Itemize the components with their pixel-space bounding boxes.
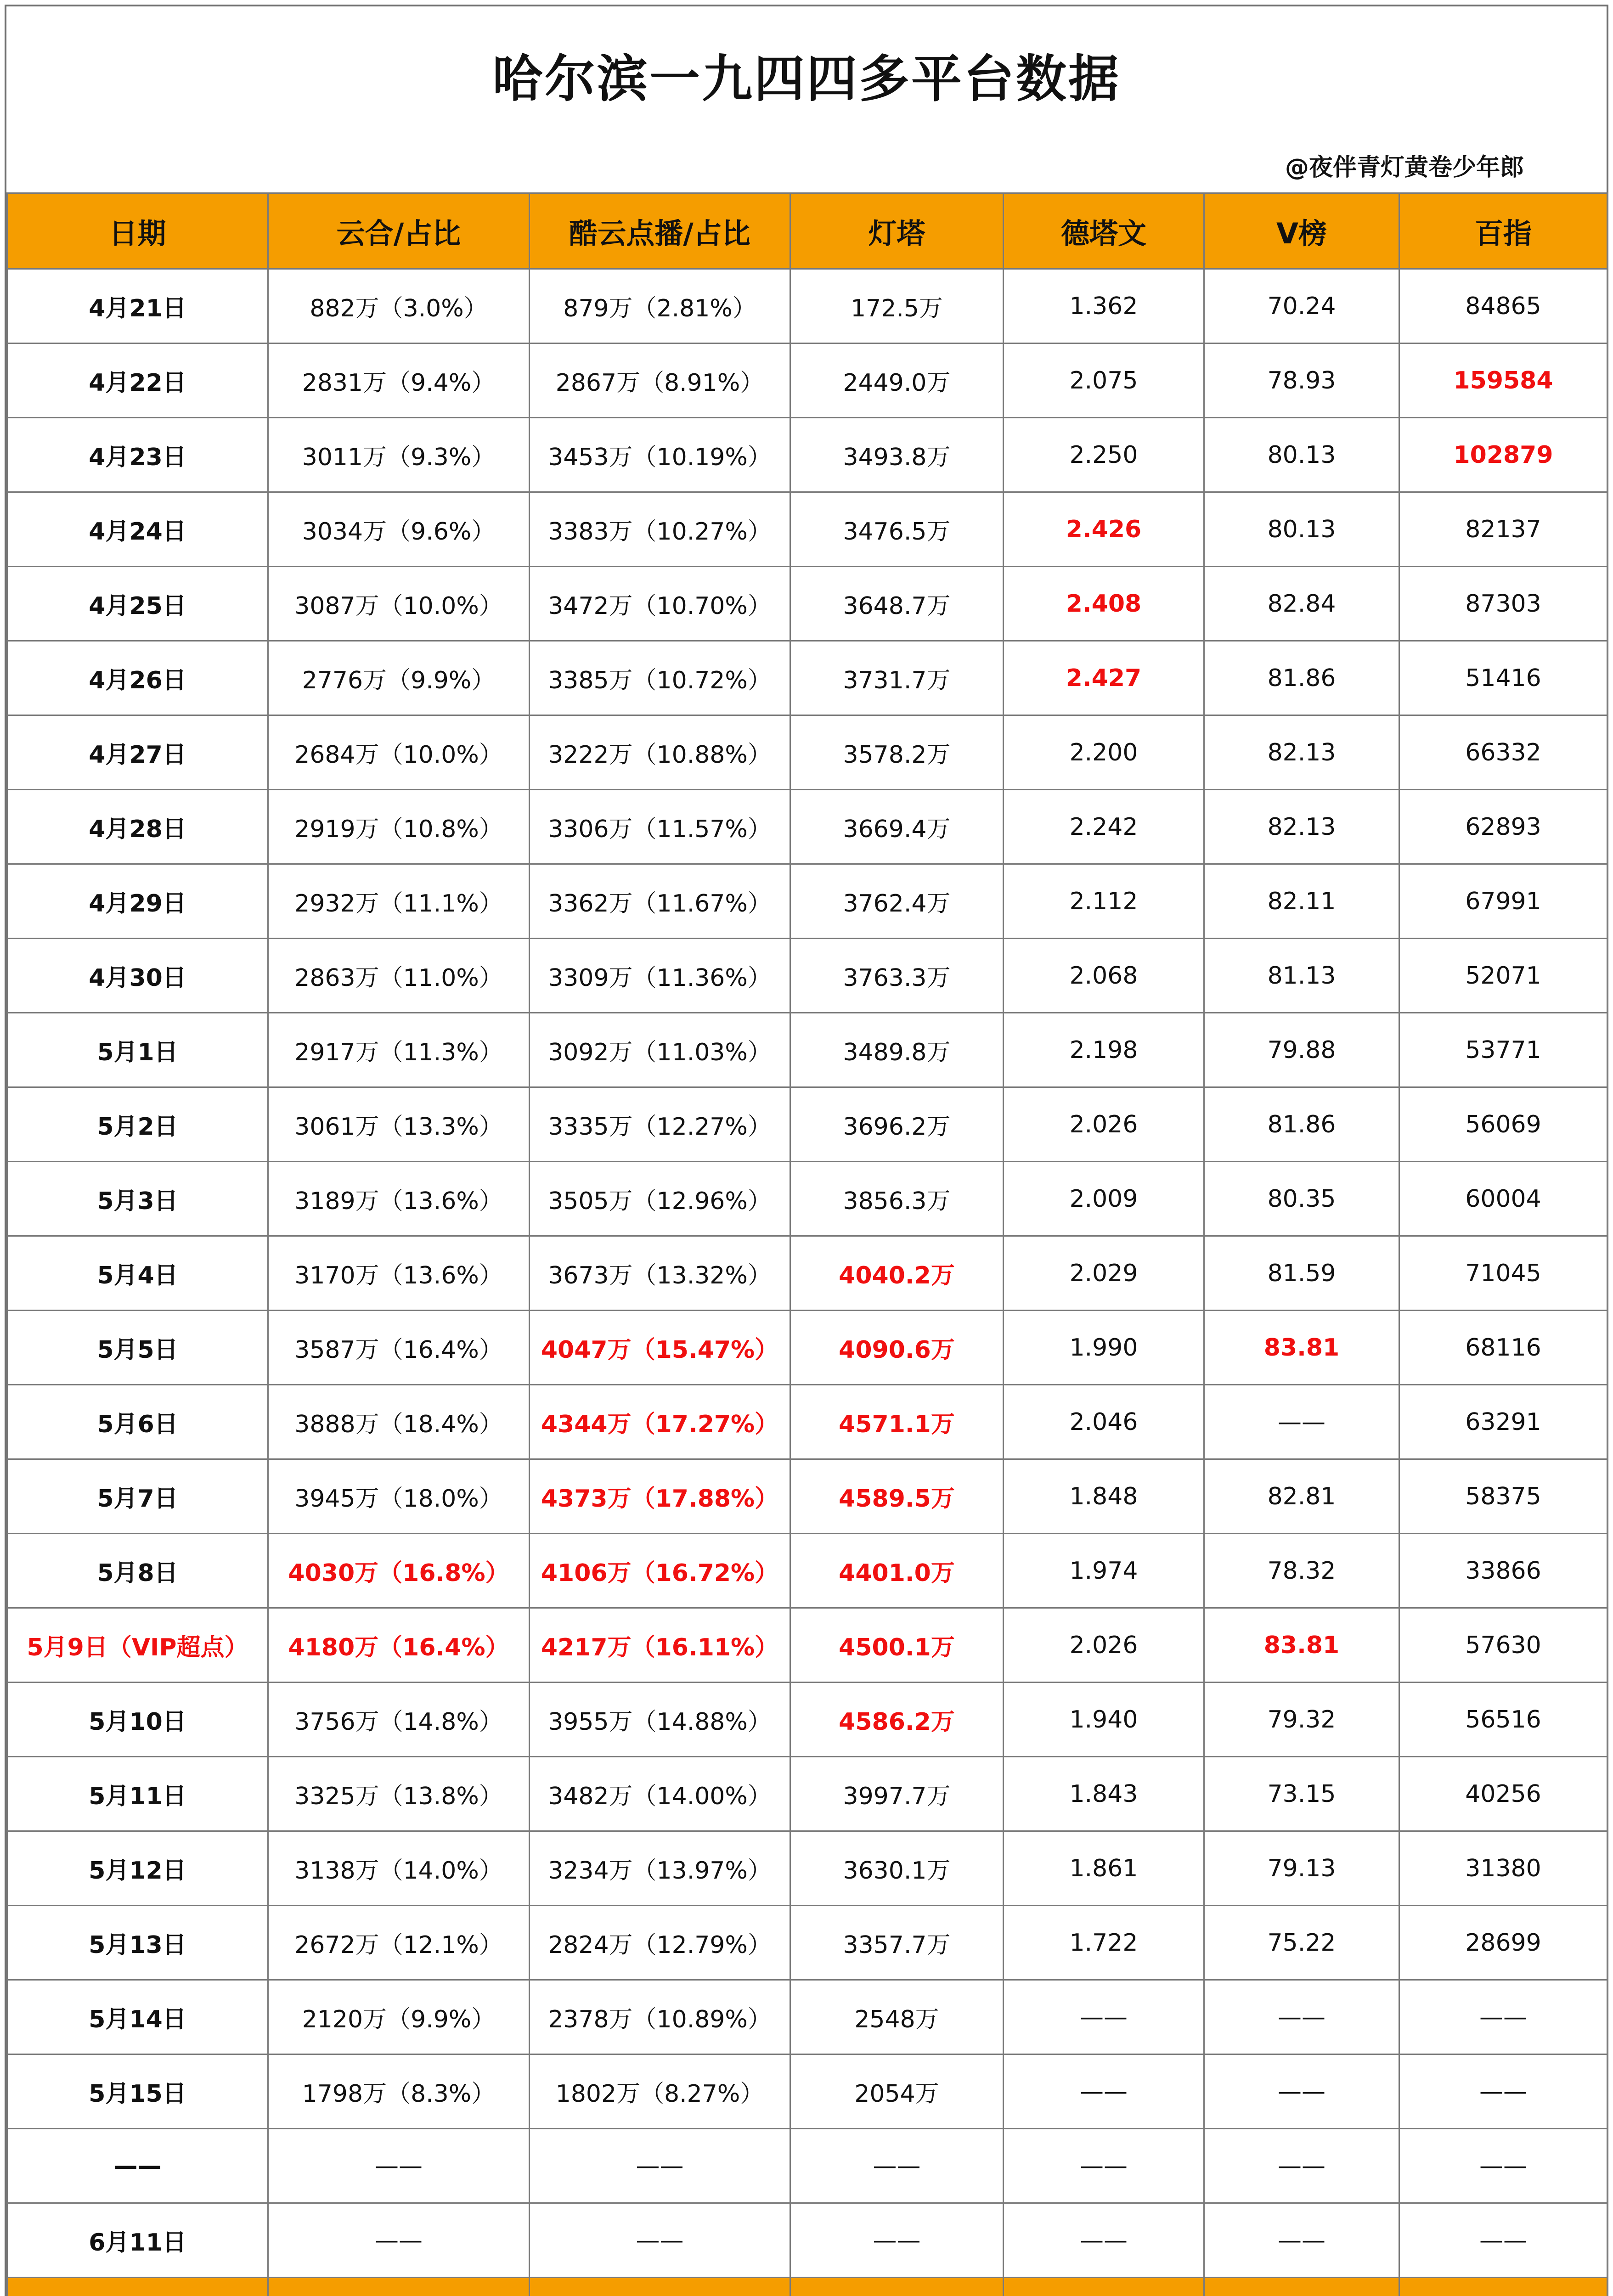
baizhi-cell: 56516	[1399, 1683, 1607, 1757]
detawen-cell: 2.068	[1004, 939, 1204, 1013]
date-cell: 5月11日	[7, 1757, 268, 1831]
footer-yunhe-avg	[268, 2278, 530, 2296]
dengta-cell: 3997.7万	[790, 1757, 1004, 1831]
table-row	[7, 715, 1607, 790]
kuyun-cell: 4047万（15.47%）	[530, 1311, 790, 1385]
dengta-cell: 3856.3万	[790, 1162, 1004, 1236]
detawen-cell: ——	[1004, 2054, 1204, 2129]
date-cell: 4月30日	[7, 939, 268, 1013]
date-cell: 5月4日	[7, 1236, 268, 1311]
vbang-cell: ——	[1204, 2054, 1399, 2129]
yunhe-cell: 3087万（10.0%）	[268, 567, 530, 641]
kuyun-cell: 3222万（10.88%）	[530, 715, 790, 790]
date-cell: 4月26日	[7, 641, 268, 715]
detawen-cell: 2.200	[1004, 715, 1204, 790]
dengta-cell: 172.5万	[790, 269, 1004, 343]
detawen-cell: 1.974	[1004, 1534, 1204, 1608]
kuyun-cell: 3482万（14.00%）	[530, 1757, 790, 1831]
vbang-cell: 80.35	[1204, 1162, 1399, 1236]
detawen-cell: ——	[1004, 1980, 1204, 2054]
kuyun-cell: 3673万（13.32%）	[530, 1236, 790, 1311]
vbang-cell: 80.13	[1204, 418, 1399, 492]
baizhi-cell: 62893	[1399, 790, 1607, 864]
baizhi-cell: 60004	[1399, 1162, 1607, 1236]
kuyun-cell: 3306万（11.57%）	[530, 790, 790, 864]
yunhe-cell: 1798万（8.3%）	[268, 2054, 530, 2129]
yunhe-cell: 4030万（16.8%）	[268, 1534, 530, 1608]
data-sheet	[5, 5, 1608, 2296]
dengta-cell: 4589.5万	[790, 1459, 1004, 1534]
header-baizhi: 百指	[1399, 193, 1607, 269]
table-row	[7, 1162, 1607, 1236]
yunhe-cell: ——	[268, 2129, 530, 2203]
date-cell: 5月1日	[7, 1013, 268, 1087]
footer-baizhi-avg	[1399, 2278, 1607, 2296]
baizhi-cell: 84865	[1399, 269, 1607, 343]
vbang-cell: 83.81	[1204, 1311, 1399, 1385]
dengta-cell: ——	[790, 2129, 1004, 2203]
date-cell: 4月29日	[7, 864, 268, 939]
detawen-cell: 2.026	[1004, 1608, 1204, 1683]
date-cell: 4月24日	[7, 492, 268, 567]
table-row	[7, 1608, 1607, 1683]
yunhe-cell: 2863万（11.0%）	[268, 939, 530, 1013]
vbang-cell: 75.22	[1204, 1906, 1399, 1980]
table-row	[7, 1906, 1607, 1980]
table-row	[7, 1087, 1607, 1162]
footer-dengta-avg	[790, 2278, 1004, 2296]
detawen-cell: 2.026	[1004, 1087, 1204, 1162]
header-dengta: 灯塔	[790, 193, 1004, 269]
vbang-cell: 78.32	[1204, 1534, 1399, 1608]
baizhi-cell: 63291	[1399, 1385, 1607, 1459]
baizhi-cell: 53771	[1399, 1013, 1607, 1087]
kuyun-cell: 3234万（13.97%）	[530, 1831, 790, 1906]
header-kuyun: 酷云点播/占比	[530, 193, 790, 269]
table-row	[7, 1013, 1607, 1087]
dengta-cell: 4500.1万	[790, 1608, 1004, 1683]
kuyun-cell: 3472万（10.70%）	[530, 567, 790, 641]
header-row	[7, 193, 1607, 269]
detawen-cell: 2.046	[1004, 1385, 1204, 1459]
dengta-cell: 3476.5万	[790, 492, 1004, 567]
kuyun-cell: 4373万（17.88%）	[530, 1459, 790, 1534]
table-row	[7, 1236, 1607, 1311]
vbang-cell: ——	[1204, 1980, 1399, 2054]
vbang-cell: 82.84	[1204, 567, 1399, 641]
dengta-cell: ——	[790, 2203, 1004, 2278]
dengta-cell: 3578.2万	[790, 715, 1004, 790]
header-vbang: V榜	[1204, 193, 1399, 269]
table-row	[7, 2129, 1607, 2203]
table-row	[7, 1311, 1607, 1385]
kuyun-cell: 4344万（17.27%）	[530, 1385, 790, 1459]
table-row	[7, 1980, 1607, 2054]
baizhi-cell: 67991	[1399, 864, 1607, 939]
vbang-cell: 80.13	[1204, 492, 1399, 567]
table-row	[7, 418, 1607, 492]
vbang-cell: ——	[1204, 2129, 1399, 2203]
date-cell: 4月25日	[7, 567, 268, 641]
yunhe-cell: 3138万（14.0%）	[268, 1831, 530, 1906]
table-row	[7, 2054, 1607, 2129]
date-cell: 6月11日	[7, 2203, 268, 2278]
kuyun-cell: 3505万（12.96%）	[530, 1162, 790, 1236]
header-yunhe: 云合/占比	[268, 193, 530, 269]
date-cell: 5月3日	[7, 1162, 268, 1236]
yunhe-cell: 2684万（10.0%）	[268, 715, 530, 790]
baizhi-cell: 57630	[1399, 1608, 1607, 1683]
baizhi-cell: 28699	[1399, 1906, 1607, 1980]
date-cell: 5月5日	[7, 1311, 268, 1385]
dengta-cell: 4090.6万	[790, 1311, 1004, 1385]
detawen-cell: 1.722	[1004, 1906, 1204, 1980]
kuyun-cell: ——	[530, 2129, 790, 2203]
yunhe-cell: 2831万（9.4%）	[268, 343, 530, 418]
table-body	[7, 269, 1607, 2278]
vbang-cell: 81.86	[1204, 641, 1399, 715]
dengta-cell: 4040.2万	[790, 1236, 1004, 1311]
table-row	[7, 1385, 1607, 1459]
detawen-cell: 2.427	[1004, 641, 1204, 715]
detawen-cell: 2.242	[1004, 790, 1204, 864]
kuyun-cell: 3362万（11.67%）	[530, 864, 790, 939]
table-row	[7, 864, 1607, 939]
date-cell: 5月8日	[7, 1534, 268, 1608]
vbang-cell: 81.86	[1204, 1087, 1399, 1162]
baizhi-cell: 68116	[1399, 1311, 1607, 1385]
date-cell: 5月13日	[7, 1906, 268, 1980]
vbang-cell: 81.13	[1204, 939, 1399, 1013]
yunhe-cell: 2776万（9.9%）	[268, 641, 530, 715]
kuyun-cell: 3335万（12.27%）	[530, 1087, 790, 1162]
detawen-cell: 1.362	[1004, 269, 1204, 343]
footer-row	[7, 2278, 1607, 2296]
kuyun-cell: 2824万（12.79%）	[530, 1906, 790, 1980]
footer-vbang-avg	[1204, 2278, 1399, 2296]
detawen-cell: 1.990	[1004, 1311, 1204, 1385]
dengta-cell: 3493.8万	[790, 418, 1004, 492]
baizhi-cell: 40256	[1399, 1757, 1607, 1831]
yunhe-cell: 2672万（12.1%）	[268, 1906, 530, 1980]
kuyun-cell: 2867万（8.91%）	[530, 343, 790, 418]
detawen-cell: 2.408	[1004, 567, 1204, 641]
author-credit: @夜伴青灯黄卷少年郎	[1285, 154, 1524, 181]
baizhi-cell: 102879	[1399, 418, 1607, 492]
kuyun-cell: 4217万（16.11%）	[530, 1608, 790, 1683]
table-row	[7, 567, 1607, 641]
data-table	[6, 192, 1608, 2296]
baizhi-cell: ——	[1399, 1980, 1607, 2054]
yunhe-cell: 2917万（11.3%）	[268, 1013, 530, 1087]
date-cell: 4月22日	[7, 343, 268, 418]
kuyun-cell: 4106万（16.72%）	[530, 1534, 790, 1608]
footer-label	[7, 2278, 268, 2296]
kuyun-cell: 3385万（10.72%）	[530, 641, 790, 715]
date-cell: 4月27日	[7, 715, 268, 790]
detawen-cell: 2.075	[1004, 343, 1204, 418]
date-cell: 4月21日	[7, 269, 268, 343]
detawen-cell: ——	[1004, 2129, 1204, 2203]
detawen-cell: 2.250	[1004, 418, 1204, 492]
baizhi-cell: ——	[1399, 2054, 1607, 2129]
date-cell: 5月10日	[7, 1683, 268, 1757]
yunhe-cell: 4180万（16.4%）	[268, 1608, 530, 1683]
yunhe-cell: 2932万（11.1%）	[268, 864, 530, 939]
detawen-cell: 1.843	[1004, 1757, 1204, 1831]
baizhi-cell: 33866	[1399, 1534, 1607, 1608]
dengta-cell: 4586.2万	[790, 1683, 1004, 1757]
kuyun-cell: 879万（2.81%）	[530, 269, 790, 343]
baizhi-cell: 159584	[1399, 343, 1607, 418]
dengta-cell: 4571.1万	[790, 1385, 1004, 1459]
yunhe-cell: 3325万（13.8%）	[268, 1757, 530, 1831]
date-cell: 5月9日（VIP超点）	[7, 1608, 268, 1683]
dengta-cell: 2548万	[790, 1980, 1004, 2054]
dengta-cell: 3357.7万	[790, 1906, 1004, 1980]
vbang-cell: 79.13	[1204, 1831, 1399, 1906]
table-row	[7, 1757, 1607, 1831]
date-cell: 5月14日	[7, 1980, 268, 2054]
table-row	[7, 1459, 1607, 1534]
header-detawen: 德塔文	[1004, 193, 1204, 269]
yunhe-cell: 3189万（13.6%）	[268, 1162, 530, 1236]
date-cell: 5月15日	[7, 2054, 268, 2129]
vbang-cell: 73.15	[1204, 1757, 1399, 1831]
dengta-cell: 3762.4万	[790, 864, 1004, 939]
dengta-cell: 4401.0万	[790, 1534, 1004, 1608]
table-row	[7, 2203, 1607, 2278]
yunhe-cell: 3756万（14.8%）	[268, 1683, 530, 1757]
table-row	[7, 343, 1607, 418]
table-row	[7, 1831, 1607, 1906]
kuyun-cell: 3309万（11.36%）	[530, 939, 790, 1013]
kuyun-cell: 3453万（10.19%）	[530, 418, 790, 492]
vbang-cell: 79.88	[1204, 1013, 1399, 1087]
detawen-cell: 1.848	[1004, 1459, 1204, 1534]
table-row	[7, 1683, 1607, 1757]
table-row	[7, 641, 1607, 715]
detawen-cell: ——	[1004, 2203, 1204, 2278]
yunhe-cell: 2120万（9.9%）	[268, 1980, 530, 2054]
vbang-cell: 81.59	[1204, 1236, 1399, 1311]
detawen-cell: 2.426	[1004, 492, 1204, 567]
date-cell: 4月28日	[7, 790, 268, 864]
kuyun-cell: 1802万（8.27%）	[530, 2054, 790, 2129]
baizhi-cell: 66332	[1399, 715, 1607, 790]
page-title: 哈尔滨一九四四多平台数据	[492, 50, 1121, 108]
vbang-cell: 79.32	[1204, 1683, 1399, 1757]
detawen-cell: 1.940	[1004, 1683, 1204, 1757]
dengta-cell: 3696.2万	[790, 1087, 1004, 1162]
baizhi-cell: 71045	[1399, 1236, 1607, 1311]
yunhe-cell: 3034万（9.6%）	[268, 492, 530, 567]
date-cell: 5月6日	[7, 1385, 268, 1459]
detawen-cell: 1.861	[1004, 1831, 1204, 1906]
dengta-cell: 3489.8万	[790, 1013, 1004, 1087]
detawen-cell: 2.198	[1004, 1013, 1204, 1087]
detawen-cell: 2.009	[1004, 1162, 1204, 1236]
vbang-cell: 82.13	[1204, 790, 1399, 864]
baizhi-cell: ——	[1399, 2203, 1607, 2278]
baizhi-cell: 31380	[1399, 1831, 1607, 1906]
yunhe-cell: 882万（3.0%）	[268, 269, 530, 343]
vbang-cell: 70.24	[1204, 269, 1399, 343]
dengta-cell: 3648.7万	[790, 567, 1004, 641]
footer-detawen-avg	[1004, 2278, 1204, 2296]
baizhi-cell: 56069	[1399, 1087, 1607, 1162]
dengta-cell: 3630.1万	[790, 1831, 1004, 1906]
yunhe-cell: 3888万（18.4%）	[268, 1385, 530, 1459]
date-cell: ——	[7, 2129, 268, 2203]
dengta-cell: 2054万	[790, 2054, 1004, 2129]
date-cell: 5月2日	[7, 1087, 268, 1162]
detawen-cell: 2.112	[1004, 864, 1204, 939]
date-cell: 4月23日	[7, 418, 268, 492]
dengta-cell: 3669.4万	[790, 790, 1004, 864]
dengta-cell: 3731.7万	[790, 641, 1004, 715]
dengta-cell: 3763.3万	[790, 939, 1004, 1013]
vbang-cell: ——	[1204, 1385, 1399, 1459]
date-cell: 5月7日	[7, 1459, 268, 1534]
yunhe-cell: 3011万（9.3%）	[268, 418, 530, 492]
table-row	[7, 492, 1607, 567]
yunhe-cell: 3945万（18.0%）	[268, 1459, 530, 1534]
baizhi-cell: 51416	[1399, 641, 1607, 715]
date-cell: 5月12日	[7, 1831, 268, 1906]
vbang-cell: 82.11	[1204, 864, 1399, 939]
yunhe-cell: ——	[268, 2203, 530, 2278]
table-row	[7, 1534, 1607, 1608]
detawen-cell: 2.029	[1004, 1236, 1204, 1311]
kuyun-cell: 2378万（10.89%）	[530, 1980, 790, 2054]
table-row	[7, 269, 1607, 343]
kuyun-cell: 3955万（14.88%）	[530, 1683, 790, 1757]
kuyun-cell: 3383万（10.27%）	[530, 492, 790, 567]
header-date: 日期	[7, 193, 268, 269]
dengta-cell: 2449.0万	[790, 343, 1004, 418]
vbang-cell: 82.13	[1204, 715, 1399, 790]
footer-kuyun-avg	[530, 2278, 790, 2296]
yunhe-cell: 3061万（13.3%）	[268, 1087, 530, 1162]
baizhi-cell: ——	[1399, 2129, 1607, 2203]
kuyun-cell: 3092万（11.03%）	[530, 1013, 790, 1087]
yunhe-cell: 3587万（16.4%）	[268, 1311, 530, 1385]
yunhe-cell: 2919万（10.8%）	[268, 790, 530, 864]
baizhi-cell: 87303	[1399, 567, 1607, 641]
vbang-cell: ——	[1204, 2203, 1399, 2278]
kuyun-cell: ——	[530, 2203, 790, 2278]
vbang-cell: 82.81	[1204, 1459, 1399, 1534]
table-row	[7, 939, 1607, 1013]
baizhi-cell: 52071	[1399, 939, 1607, 1013]
baizhi-cell: 58375	[1399, 1459, 1607, 1534]
vbang-cell: 83.81	[1204, 1608, 1399, 1683]
table-row	[7, 790, 1607, 864]
baizhi-cell: 82137	[1399, 492, 1607, 567]
vbang-cell: 78.93	[1204, 343, 1399, 418]
yunhe-cell: 3170万（13.6%）	[268, 1236, 530, 1311]
